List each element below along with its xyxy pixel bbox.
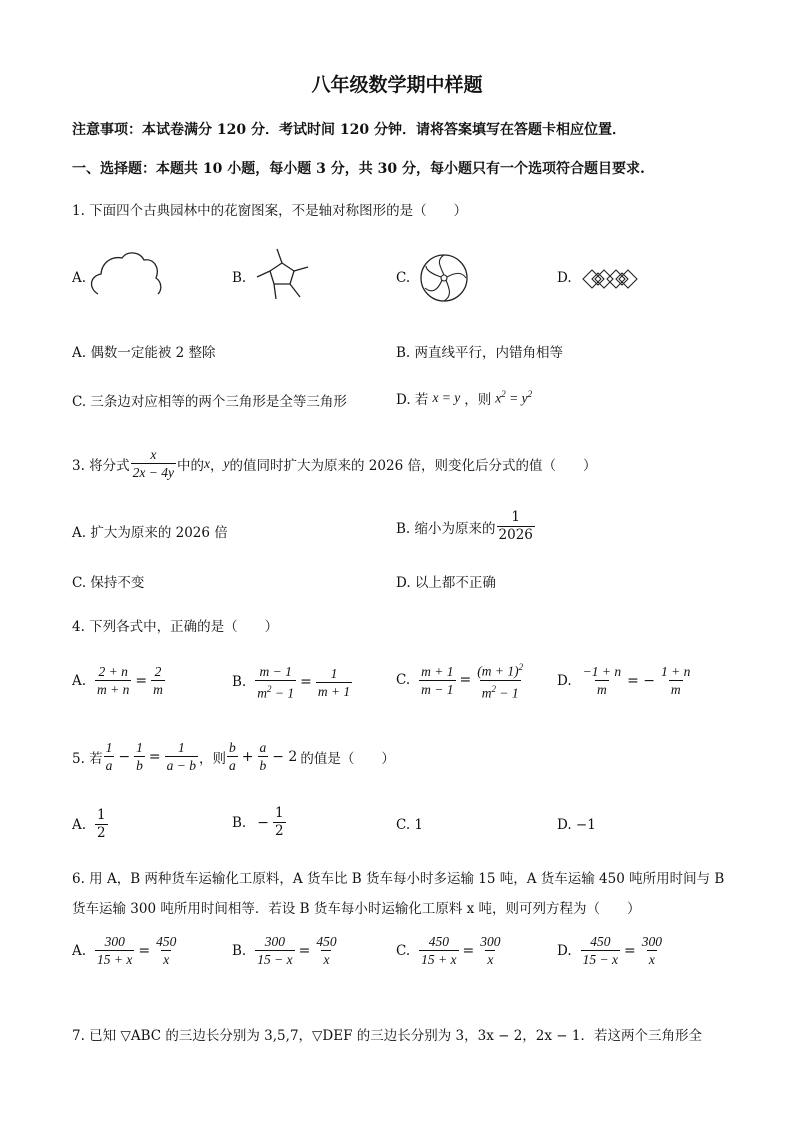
q6-option-c-label: C. [396, 942, 411, 959]
q1-option-d-label: D. [557, 270, 572, 286]
q3-option-d: D. 以上都不正确 [396, 575, 496, 591]
question-5-stem: 5. 若 $\frac{1}{a}$ − $\frac{1}{b}$ = $\frac{1}{a - b}$ ，则 $\frac{b}{a}$ + $\frac{a}{b}$ − 2 的值是（ ） [72, 740, 395, 773]
q5-option-b-label: B. [232, 814, 247, 831]
q2-option-d-prefix: D. 若 [396, 392, 429, 408]
window-pattern-b-figure [252, 247, 312, 303]
q3-tail: 的值同时扩大为原来的 2026 倍，则变化后分式的值（ ） [229, 457, 597, 474]
q6-option-a: A. $\frac{300}{15 + x}$ = $\frac{450}{x}$ [72, 934, 177, 967]
q3-option-b-denominator: 2026 [498, 527, 533, 543]
question-1-stem: 1. 下面四个古典园林中的花窗图案，不是轴对称图形的是（ ） [72, 203, 468, 219]
page-title: 八年级数学期中样题 [311, 74, 483, 96]
q5-prefix: 5. 若 [72, 750, 103, 767]
q1-option-b-label: B. [232, 270, 247, 286]
q4-option-d: D. $\frac{-1 + n}{m}$ = − $\frac{1 + n}{m}$ [557, 664, 691, 697]
q1-option-a-label: A. [72, 270, 87, 286]
q5-option-d: D. −1 [557, 817, 596, 833]
q3-var-y: y [223, 455, 230, 471]
q6-option-d: D. $\frac{450}{15 - x}$ = $\frac{300}{x}$ [557, 934, 662, 967]
q3-option-c: C. 保持不变 [72, 575, 145, 591]
q3-var-x: x [204, 455, 211, 471]
q3-option-b-text: B. 缩小为原来的 [396, 520, 496, 537]
q6-option-d-label: D. [557, 942, 572, 959]
q3-option-a: A. 扩大为原来的 2026 倍 [72, 525, 228, 541]
question-4-stem: 4. 下列各式中，正确的是（ ） [72, 619, 279, 635]
q3-fraction [131, 447, 176, 480]
exam-notice: 注意事项：本试卷满分 120 分．考试时间 120 分钟．请将答案填写在答题卡相应位置． [72, 122, 626, 138]
q2-option-d-mid: ，则 [464, 392, 492, 408]
q5-option-b: B. − $\frac{1}{2}$ [232, 805, 284, 839]
q2-option-d [396, 388, 532, 408]
window-pattern-d-figure [580, 263, 640, 295]
q5-tail: 的值是（ ） [300, 750, 395, 767]
q4-option-a: A. $\frac{2 + n}{m + n}$ = $\frac{2}{m}$ [72, 664, 163, 697]
section-heading: 一、选择题：本题共 10 小题，每小题 3 分，共 30 分，每小题只有一个选项符合题目要求. [72, 161, 645, 177]
q4-option-b-label: B. [232, 674, 247, 691]
q3-prefix: 3. 将分式 [72, 457, 130, 474]
q4-option-d-label: D. [557, 672, 572, 689]
q5-option-c: C. 1 [396, 817, 424, 833]
q6-option-a-label: A. [72, 942, 87, 959]
q6-option-c: C. $\frac{450}{15 + x}$ = $\frac{300}{x}$ [396, 934, 501, 967]
window-pattern-a-figure [84, 250, 164, 298]
q4-option-c: C. $\frac{m + 1}{m - 1}$ = $\frac{(m + 1)^2}{m^2 - 1}$ [396, 662, 524, 700]
q4-option-b: B. $\frac{m - 1}{m^2 - 1}$ = $\frac{1}{m + 1}$ [232, 664, 351, 701]
q3-post: 中的 [177, 457, 205, 474]
q6-option-b: B. $\frac{300}{15 - x}$ = $\frac{450}{x}$ [232, 934, 337, 967]
question-6-line-2: 货车运输 300 吨所用时间相等．若设 B 货车每小时运输化工原料 x 吨，则可列方程为（ ） [72, 901, 641, 917]
q3-option-b-fraction [497, 510, 535, 543]
q3-option-b [396, 510, 536, 543]
q4-option-c-label: C. [396, 672, 411, 688]
q1-option-c-label: C. [396, 270, 411, 286]
question-6-line-1: 6. 用 A，B 两种货车运输化工原料，A 货车比 B 货车每小时多运输 15 吨，A 货车运输 450 吨所用时间与 B [72, 871, 725, 887]
q2-option-b: B. 两直线平行，内错角相等 [396, 345, 564, 361]
q2-option-c: C. 三条边对应相等的两个三角形是全等三角形 [72, 394, 347, 410]
q5-option-a: A. $\frac{1}{2}$ [72, 807, 106, 841]
q3-comma: ， [210, 457, 224, 474]
q3-fraction-numerator: x [150, 447, 157, 462]
q2-option-d-conclusion: $x^2 = y^2$ [495, 389, 533, 406]
question-7-line-1: 7. 已知 ▽ABC 的三边长分别为 3,5,7，▽DEF 的三边长分别为 3，3x − 2，2x − 1．若这两个三角形全 [72, 1028, 702, 1044]
q4-option-a-label: A. [72, 672, 87, 689]
q3-option-b-numerator: 1 [511, 509, 520, 525]
q2-option-d-condition: x = y [432, 390, 461, 405]
q5-mid: ，则 [199, 750, 227, 767]
q5-option-a-label: A. [72, 816, 87, 833]
question-3-stem [72, 447, 596, 480]
window-pattern-c-figure [418, 252, 470, 304]
q2-option-a: A. 偶数一定能被 2 整除 [72, 345, 216, 361]
q3-fraction-denominator: 2x − 4y [132, 465, 175, 480]
q6-option-b-label: B. [232, 942, 247, 959]
